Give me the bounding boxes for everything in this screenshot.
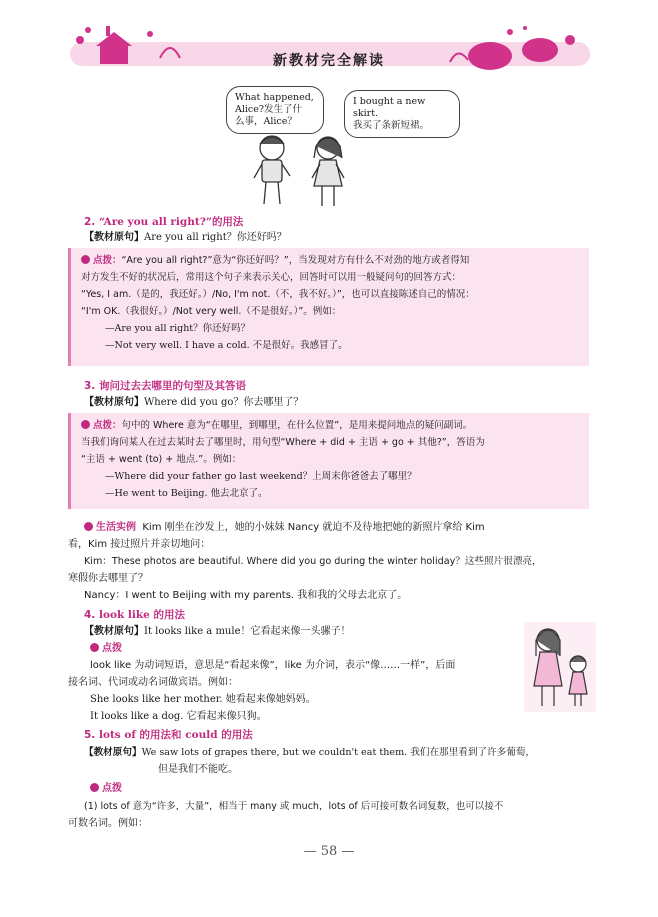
- tip-label: 点拨：: [93, 420, 122, 431]
- example-line: —Are you all right？你还好吗？: [105, 323, 251, 334]
- section-2-tip-box: [68, 248, 589, 366]
- section-3-title: 3. 询问过去去哪里的句型及其答语: [84, 380, 246, 392]
- tip-label: 点拨：: [93, 255, 122, 266]
- tip-line: 可数名词。例如：: [68, 818, 148, 829]
- section-5-title-en2: could: [185, 729, 218, 741]
- original-sentence-text: We saw lots of grapes there, but we couldn't eat them. 我们在那里看到了许多葡萄，: [141, 747, 535, 758]
- example-line: —Where did your father go last weekend？上周末你爸爸去了哪里？: [105, 471, 417, 482]
- section-2-title-en: “Are you all right?”: [98, 216, 212, 228]
- original-sentence-label: 【教材原句】: [84, 747, 142, 758]
- tip-line: It looks like a dog. 它看起来像只狗。: [90, 711, 267, 722]
- section-2-original-sentence: [84, 230, 287, 246]
- tip-bullet-icon: [90, 643, 99, 652]
- section-5-number: 5.: [84, 729, 96, 741]
- original-sentence-label: 【教材原句】: [84, 397, 144, 408]
- tip-line: “Are you all right?”意为“你还好吗？”，当发现对方有什么不对劲的地方或者得知: [121, 255, 470, 266]
- section-5-tip-heading: [90, 781, 122, 797]
- section-3-original-sentence: [84, 395, 303, 411]
- section-5-title: [84, 727, 253, 742]
- life-example-line: Nancy：I went to Beijing with my parents. 我和我的父母去北京了。: [84, 590, 408, 601]
- tip-bullet-icon: [90, 783, 99, 792]
- boy-figure: [254, 136, 290, 204]
- tip-label: 点拨: [102, 643, 122, 654]
- section-5-title-mid: 的用法和: [139, 729, 182, 741]
- tip-label: 点拨: [102, 783, 122, 794]
- life-example-line: 看，Kim 接过照片并亲切地问：: [68, 539, 211, 550]
- section-4-original-sentence: [84, 624, 351, 640]
- bubble-left-line: 么事，Alice？: [235, 116, 297, 127]
- original-sentence-text: It looks like a mule！它看起来像一头骡子！: [144, 626, 351, 637]
- example-line: —He went to Beijing. 他去北京了。: [105, 488, 268, 499]
- tip-line: “Yes, I am.（是的，我还好。）/No, I'm not.（不，我不好。）”，也可以直接陈述自己的情况：: [81, 289, 475, 300]
- page-header-title: 新教材完全解读: [273, 53, 385, 69]
- page-number: — 58 —: [303, 844, 355, 859]
- section-5-title-en: lots of: [98, 729, 136, 741]
- life-example-line: 寒假你去哪里了？: [68, 573, 148, 584]
- tip-bullet-icon: [81, 255, 90, 264]
- original-sentence-text: Are you all right？你还好吗？: [144, 232, 287, 243]
- bubble-left-line: What happened,: [235, 92, 314, 103]
- speech-bubble-right: [344, 90, 460, 138]
- original-sentence-text: 但是我们不能吃。: [158, 764, 238, 775]
- life-example-label: 生活实例: [96, 522, 136, 533]
- boy-and-girl-illustration: [250, 132, 360, 212]
- original-sentence-label: 【教材原句】: [84, 626, 144, 637]
- girls-illustration: [524, 622, 596, 712]
- bubble-right-line: I bought a new skirt.: [353, 96, 426, 119]
- life-example-bullet-icon: [84, 522, 93, 531]
- tip-bullet-icon: [81, 420, 90, 429]
- life-example-first-line: [84, 520, 485, 536]
- life-example-line: Kim 刚坐在沙发上，她的小妹妹 Nancy 就迫不及待地把她的新照片拿给 Kim: [142, 522, 485, 533]
- tip-line: 对方发生不好的状况后，常用这个句子来表示关心，回答时可以用一般疑问句的回答方式：: [81, 272, 462, 283]
- tip-line: 当我们询问某人在过去某时去了哪里时，用句型“Where + did + 主语 + go + 其他?”，答语为: [81, 437, 485, 448]
- house-icon: [96, 26, 132, 64]
- girl-figure: [312, 137, 344, 206]
- tip-line: 句中的 Where 意为“在哪里，到哪里，在什么位置”，是用来提问地点的疑问副词。: [121, 420, 473, 431]
- original-sentence-label: 【教材原句】: [84, 232, 144, 243]
- tip-line: (1) lots of 意为“许多，大量”，相当于 many 或 much，lots of 后可接可数名词复数，也可以接不: [84, 801, 504, 812]
- section-5-original-sentence: [84, 745, 535, 761]
- tip-line: “主语 + went (to) + 地点.”。例如：: [81, 454, 242, 465]
- tip-line: look like 为动词短语，意思是“看起来像”，like 为介词，表示“像……一样”，后面: [90, 660, 456, 671]
- speech-bubble-left: [226, 86, 324, 134]
- section-4-number: 4.: [84, 609, 96, 621]
- section-4-title-zh: 的用法: [153, 609, 185, 621]
- section-4-tip-heading: [90, 641, 122, 657]
- section-4-title-en: look like: [98, 609, 150, 621]
- section-4-title: [84, 607, 185, 622]
- tip-line: “I'm OK.（我很好。）/Not very well.（不是很好。）”。例如：: [81, 306, 342, 317]
- section-2-title-zh: 的用法: [211, 216, 244, 228]
- bubble-left-line: Alice?发生了什: [235, 104, 302, 115]
- section-2-title: [84, 214, 243, 229]
- section-2-number: 2.: [84, 216, 96, 228]
- section-5-title-zh: 的用法: [221, 729, 253, 741]
- example-line: —Not very well. I have a cold. 不是很好。我感冒了。: [105, 340, 348, 351]
- tip-line: She looks like her mother. 她看起来像她妈妈。: [90, 694, 316, 705]
- section-3-tip-box: [68, 413, 589, 509]
- original-sentence-text: Where did you go？你去哪里了？: [144, 397, 304, 408]
- tip-line: 接名词、代词或动名词做宾语。例如：: [68, 677, 238, 688]
- life-example-line: Kim：These photos are beautiful. Where did you go during the winter holiday？这些照片很漂亮，: [84, 556, 542, 567]
- bubble-right-line: 我买了条新短裙。: [353, 120, 430, 131]
